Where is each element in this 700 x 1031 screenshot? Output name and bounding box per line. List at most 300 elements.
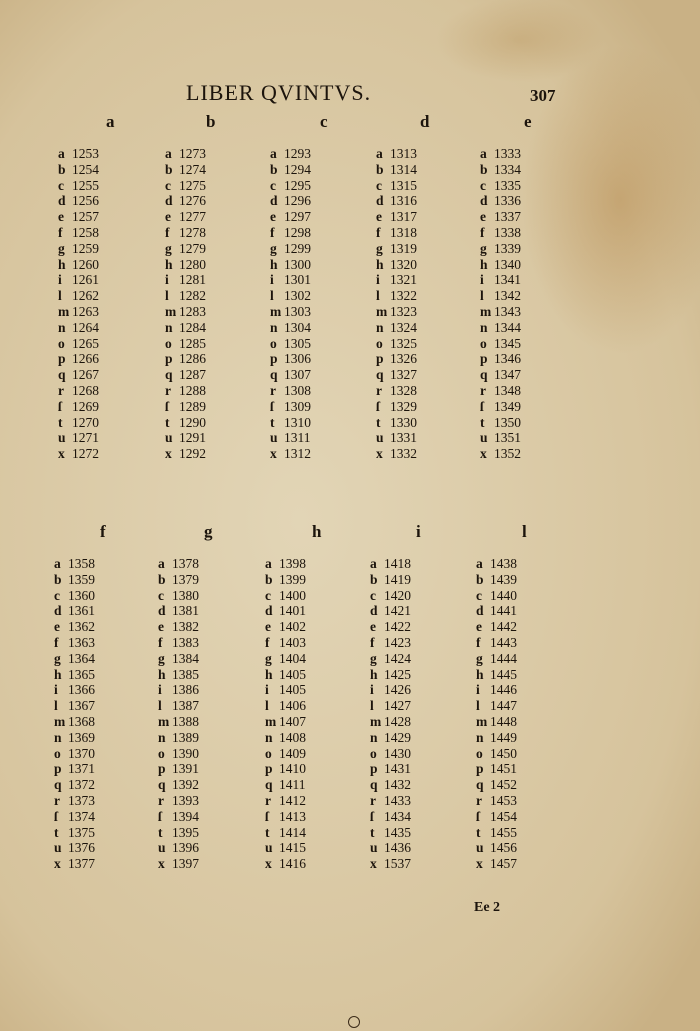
table-entry xyxy=(270,209,375,225)
entry-number: 1313 xyxy=(390,146,417,161)
entry-letter: h xyxy=(165,256,173,272)
entry-number: 1409 xyxy=(279,745,306,761)
entry-number: 1432 xyxy=(384,777,411,793)
entry-letter: m xyxy=(480,303,492,319)
table-entry xyxy=(370,746,475,762)
table-entry xyxy=(265,730,370,746)
entry-letter: b xyxy=(376,161,384,177)
entry-letter: n xyxy=(58,319,66,335)
entry-number: 1323 xyxy=(390,303,417,319)
table-entry xyxy=(270,146,375,162)
entry-letter: h xyxy=(158,666,166,682)
entry-number: 1315 xyxy=(390,177,417,193)
table-entry xyxy=(270,304,375,320)
table-entry xyxy=(165,257,270,273)
entry-number: 1426 xyxy=(384,682,411,698)
table-entry xyxy=(270,288,375,304)
entry-letter: f xyxy=(270,224,275,240)
table-entry xyxy=(270,446,375,462)
entry-letter: n xyxy=(265,729,273,745)
table-entry xyxy=(480,209,585,225)
table-entry xyxy=(58,193,163,209)
entry-number: 1314 xyxy=(390,161,417,177)
table-entry xyxy=(158,746,263,762)
entry-letter: i xyxy=(265,682,269,698)
entry-letter: c xyxy=(58,177,64,193)
page-header xyxy=(0,80,700,110)
entry-number: 1351 xyxy=(494,430,521,446)
table-entry xyxy=(265,714,370,730)
table-entry xyxy=(370,603,475,619)
table-entry xyxy=(376,146,481,162)
table-entry xyxy=(58,162,163,178)
entry-letter: t xyxy=(270,414,275,430)
entry-number: 1405 xyxy=(279,682,306,698)
table-entry xyxy=(54,651,159,667)
entry-letter: d xyxy=(480,193,488,209)
entry-letter: i xyxy=(370,682,374,698)
column-letter: c xyxy=(320,112,328,131)
entry-number: 1416 xyxy=(279,856,306,872)
entry-letter: g xyxy=(376,240,383,256)
entry-letter: x xyxy=(370,856,377,872)
entry-letter: n xyxy=(476,729,484,745)
entry-number: 1294 xyxy=(284,161,311,177)
entry-number: 1440 xyxy=(490,587,517,603)
entry-number: 1429 xyxy=(384,729,411,745)
entry-letter: r xyxy=(158,792,164,808)
entry-number: 1441 xyxy=(490,603,517,619)
entry-number: 1311 xyxy=(284,430,311,446)
entry-letter: c xyxy=(165,177,171,193)
table-entry xyxy=(265,682,370,698)
table-entry xyxy=(165,146,270,162)
entry-number: 1447 xyxy=(490,698,517,714)
entry-letter: r xyxy=(54,792,60,808)
entry-number: 1254 xyxy=(72,161,99,177)
entry-letter: d xyxy=(54,603,62,619)
table-entry xyxy=(476,556,581,572)
table-entry xyxy=(376,304,481,320)
entry-number: 1335 xyxy=(494,177,521,193)
entry-letter: t xyxy=(265,824,270,840)
table-entry xyxy=(165,399,270,415)
running-title: LIBER QVINTVS. xyxy=(186,80,372,105)
entry-number: 1261 xyxy=(72,272,99,288)
entry-letter: h xyxy=(376,256,384,272)
entry-number: 1374 xyxy=(68,808,95,824)
entry-letter: a xyxy=(265,556,272,571)
entry-letter: i xyxy=(376,272,380,288)
table-entry xyxy=(476,761,581,777)
table-entry xyxy=(480,272,585,288)
entry-number: 1262 xyxy=(72,288,99,304)
table-entry xyxy=(54,730,159,746)
entry-number: 1421 xyxy=(384,603,411,619)
entry-letter: h xyxy=(58,256,66,272)
entry-letter: m xyxy=(158,713,170,729)
table-entry xyxy=(476,793,581,809)
table-entry xyxy=(165,209,270,225)
entry-number: 1283 xyxy=(179,303,206,319)
entry-letter: h xyxy=(270,256,278,272)
column-letter: l xyxy=(522,522,527,541)
entry-number: 1433 xyxy=(384,792,411,808)
entry-letter: ſ xyxy=(58,398,62,414)
entry-number: 1272 xyxy=(72,446,99,462)
entry-letter: a xyxy=(270,146,277,161)
entry-number: 1340 xyxy=(494,256,521,272)
table-entry xyxy=(54,825,159,841)
entry-number: 1333 xyxy=(494,146,521,161)
entry-letter: e xyxy=(480,209,486,225)
entry-number: 1332 xyxy=(390,446,417,462)
entry-number: 1290 xyxy=(179,414,206,430)
entry-number: 1305 xyxy=(284,335,311,351)
entry-letter: n xyxy=(480,319,488,335)
table-entry xyxy=(58,178,163,194)
entry-letter: l xyxy=(480,288,484,304)
table-entry xyxy=(370,730,475,746)
entry-number: 1275 xyxy=(179,177,206,193)
table-entry xyxy=(54,809,159,825)
entry-letter: ſ xyxy=(158,808,162,824)
entry-letter: p xyxy=(158,761,166,777)
entry-letter: p xyxy=(54,761,62,777)
entry-number: 1268 xyxy=(72,382,99,398)
entry-number: 1256 xyxy=(72,193,99,209)
entry-number: 1299 xyxy=(284,240,311,256)
entry-letter: o xyxy=(270,335,277,351)
entry-letter: x xyxy=(54,856,61,872)
entry-number: 1406 xyxy=(279,698,306,714)
entry-letter: p xyxy=(370,761,378,777)
table-entry xyxy=(54,840,159,856)
entry-number: 1419 xyxy=(384,571,411,587)
table-entry xyxy=(270,272,375,288)
table-entry xyxy=(165,367,270,383)
entry-number: 1253 xyxy=(72,146,99,161)
entry-letter: t xyxy=(476,824,481,840)
entry-letter: i xyxy=(480,272,484,288)
entry-number: 1287 xyxy=(179,367,206,383)
entry-letter: d xyxy=(476,603,484,619)
table-entry xyxy=(158,714,263,730)
entry-number: 1392 xyxy=(172,777,199,793)
entry-number: 1383 xyxy=(172,634,199,650)
entry-letter: b xyxy=(58,161,66,177)
entry-letter: x xyxy=(165,446,172,462)
table-entry xyxy=(370,651,475,667)
entry-number: 1346 xyxy=(494,351,521,367)
table-entry xyxy=(158,619,263,635)
number-column xyxy=(376,146,481,462)
entry-letter: g xyxy=(54,650,61,666)
entry-letter: u xyxy=(270,430,278,446)
ornament-icon xyxy=(348,1016,360,1028)
entry-number: 1307 xyxy=(284,367,311,383)
table-entry xyxy=(165,430,270,446)
entry-number: 1452 xyxy=(490,777,517,793)
entry-number: 1389 xyxy=(172,729,199,745)
entry-number: 1373 xyxy=(68,792,95,808)
entry-letter: n xyxy=(370,729,378,745)
table-entry xyxy=(58,383,163,399)
table-entry xyxy=(270,257,375,273)
table-entry xyxy=(270,320,375,336)
entry-number: 1434 xyxy=(384,808,411,824)
entry-number: 1422 xyxy=(384,619,411,635)
entry-number: 1325 xyxy=(390,335,417,351)
entry-number: 1309 xyxy=(284,398,311,414)
entry-number: 1366 xyxy=(68,682,95,698)
table-entry xyxy=(54,856,159,872)
entry-number: 1318 xyxy=(390,224,417,240)
entry-number: 1339 xyxy=(494,240,521,256)
entry-number: 1537 xyxy=(384,856,411,872)
entry-number: 1359 xyxy=(68,571,95,587)
table-entry xyxy=(265,761,370,777)
entry-letter: t xyxy=(158,824,163,840)
signature-mark: Ee 2 xyxy=(474,900,501,915)
entry-letter: m xyxy=(58,303,70,319)
entry-number: 1286 xyxy=(179,351,206,367)
entry-letter: g xyxy=(370,650,377,666)
entry-letter: q xyxy=(376,367,384,383)
entry-number: 1322 xyxy=(390,288,417,304)
table-entry xyxy=(165,193,270,209)
table-entry xyxy=(476,840,581,856)
entry-letter: d xyxy=(270,193,278,209)
table-entry xyxy=(265,635,370,651)
entry-letter: o xyxy=(58,335,65,351)
entry-number: 1367 xyxy=(68,698,95,714)
entry-letter: e xyxy=(265,619,271,635)
entry-letter: l xyxy=(54,698,58,714)
entry-letter: f xyxy=(476,634,481,650)
entry-letter: c xyxy=(158,587,164,603)
entry-letter: f xyxy=(370,634,375,650)
entry-number: 1412 xyxy=(279,792,306,808)
table-entry xyxy=(54,556,159,572)
table-entry xyxy=(165,415,270,431)
entry-number: 1445 xyxy=(490,666,517,682)
column-letter: h xyxy=(312,522,322,541)
column-letters-row xyxy=(0,112,700,136)
table-entry xyxy=(158,635,263,651)
entry-letter: t xyxy=(165,414,170,430)
entry-letter: c xyxy=(480,177,486,193)
table-entry xyxy=(165,336,270,352)
entry-letter: c xyxy=(265,587,271,603)
table-entry xyxy=(158,682,263,698)
table-entry xyxy=(265,746,370,762)
entry-number: 1257 xyxy=(72,209,99,225)
entry-number: 1300 xyxy=(284,256,311,272)
entry-number: 1295 xyxy=(284,177,311,193)
entry-letter: q xyxy=(476,777,484,793)
entry-number: 1348 xyxy=(494,382,521,398)
entry-letter: q xyxy=(165,367,173,383)
table-entry xyxy=(376,288,481,304)
entry-number: 1364 xyxy=(68,650,95,666)
table-entry xyxy=(476,856,581,872)
entry-letter: b xyxy=(370,571,378,587)
entry-letter: g xyxy=(476,650,483,666)
entry-number: 1266 xyxy=(72,351,99,367)
table-entry xyxy=(270,399,375,415)
entry-number: 1404 xyxy=(279,650,306,666)
entry-number: 1381 xyxy=(172,603,199,619)
table-entry xyxy=(476,572,581,588)
table-entry xyxy=(480,430,585,446)
entry-number: 1319 xyxy=(390,240,417,256)
entry-letter: ſ xyxy=(54,808,58,824)
table-entry xyxy=(158,588,263,604)
entry-letter: e xyxy=(58,209,64,225)
number-column xyxy=(265,556,370,872)
entry-number: 1259 xyxy=(72,240,99,256)
entry-letter: q xyxy=(480,367,488,383)
table-entry xyxy=(476,809,581,825)
table-entry xyxy=(265,572,370,588)
page-number: 307 xyxy=(530,86,556,105)
entry-number: 1279 xyxy=(179,240,206,256)
number-column xyxy=(476,556,581,872)
table-entry xyxy=(480,415,585,431)
table-entry xyxy=(165,178,270,194)
entry-letter: ſ xyxy=(165,398,169,414)
entry-number: 1284 xyxy=(179,319,206,335)
entry-letter: d xyxy=(370,603,378,619)
table-entry xyxy=(58,367,163,383)
entry-number: 1410 xyxy=(279,761,306,777)
entry-letter: o xyxy=(265,745,272,761)
table-entry xyxy=(480,241,585,257)
entry-letter: i xyxy=(158,682,162,698)
table-entry xyxy=(376,257,481,273)
entry-letter: q xyxy=(265,777,273,793)
table-entry xyxy=(265,667,370,683)
entry-number: 1380 xyxy=(172,587,199,603)
entry-number: 1400 xyxy=(279,587,306,603)
entry-letter: m xyxy=(476,713,488,729)
table-entry xyxy=(265,588,370,604)
table-entry xyxy=(370,809,475,825)
table-entry xyxy=(54,603,159,619)
entry-letter: n xyxy=(54,729,62,745)
table-entry xyxy=(54,588,159,604)
entry-letter: h xyxy=(370,666,378,682)
entry-letter: f xyxy=(54,634,59,650)
entry-letter: p xyxy=(58,351,66,367)
table-entry xyxy=(58,336,163,352)
entry-number: 1454 xyxy=(490,808,517,824)
entry-number: 1334 xyxy=(494,161,521,177)
entry-number: 1376 xyxy=(68,840,95,856)
entry-number: 1435 xyxy=(384,824,411,840)
table-entry xyxy=(376,367,481,383)
entry-letter: t xyxy=(370,824,375,840)
table-entry xyxy=(158,793,263,809)
entry-letter: g xyxy=(265,650,272,666)
entry-letter: g xyxy=(480,240,487,256)
entry-number: 1413 xyxy=(279,808,306,824)
table-entry xyxy=(376,225,481,241)
entry-letter: q xyxy=(370,777,378,793)
table-entry xyxy=(370,682,475,698)
table-entry xyxy=(165,304,270,320)
table-entry xyxy=(270,178,375,194)
table-entry xyxy=(54,793,159,809)
table-entry xyxy=(370,777,475,793)
entry-letter: n xyxy=(158,729,166,745)
entry-number: 1444 xyxy=(490,650,517,666)
entry-number: 1316 xyxy=(390,193,417,209)
entry-number: 1427 xyxy=(384,698,411,714)
entry-number: 1326 xyxy=(390,351,417,367)
table-entry xyxy=(58,146,163,162)
entry-letter: a xyxy=(370,556,377,571)
entry-letter: p xyxy=(480,351,488,367)
table-entry xyxy=(480,399,585,415)
table-entry xyxy=(158,761,263,777)
table-entry xyxy=(270,336,375,352)
number-column xyxy=(370,556,475,872)
table-entry xyxy=(54,698,159,714)
entry-letter: e xyxy=(54,619,60,635)
table-entry xyxy=(270,162,375,178)
table-entry xyxy=(476,651,581,667)
entry-letter: x xyxy=(376,446,383,462)
table-entry xyxy=(376,272,481,288)
number-column xyxy=(58,146,163,462)
entry-letter: d xyxy=(265,603,273,619)
table-entry xyxy=(58,351,163,367)
entry-letter: l xyxy=(376,288,380,304)
table-entry xyxy=(370,588,475,604)
table-entry xyxy=(54,777,159,793)
table-entry xyxy=(58,209,163,225)
entry-letter: b xyxy=(54,571,62,587)
entry-letter: e xyxy=(370,619,376,635)
entry-letter: p xyxy=(270,351,278,367)
entry-letter: q xyxy=(58,367,66,383)
table-entry xyxy=(376,399,481,415)
entry-letter: a xyxy=(480,146,487,161)
entry-letter: m xyxy=(165,303,177,319)
table-entry xyxy=(480,336,585,352)
entry-letter: f xyxy=(480,224,485,240)
table-entry xyxy=(480,446,585,462)
entry-letter: m xyxy=(376,303,388,319)
entry-letter: h xyxy=(54,666,62,682)
entry-number: 1439 xyxy=(490,571,517,587)
entry-number: 1338 xyxy=(494,224,521,240)
table-entry xyxy=(54,746,159,762)
entry-number: 1451 xyxy=(490,761,517,777)
entry-number: 1308 xyxy=(284,382,311,398)
entry-letter: t xyxy=(376,414,381,430)
entry-number: 1303 xyxy=(284,303,311,319)
entry-letter: ſ xyxy=(270,398,274,414)
table-entry xyxy=(270,241,375,257)
table-entry xyxy=(265,556,370,572)
entry-number: 1371 xyxy=(68,761,95,777)
entry-letter: m xyxy=(265,713,277,729)
table-entry xyxy=(265,840,370,856)
entry-number: 1424 xyxy=(384,650,411,666)
